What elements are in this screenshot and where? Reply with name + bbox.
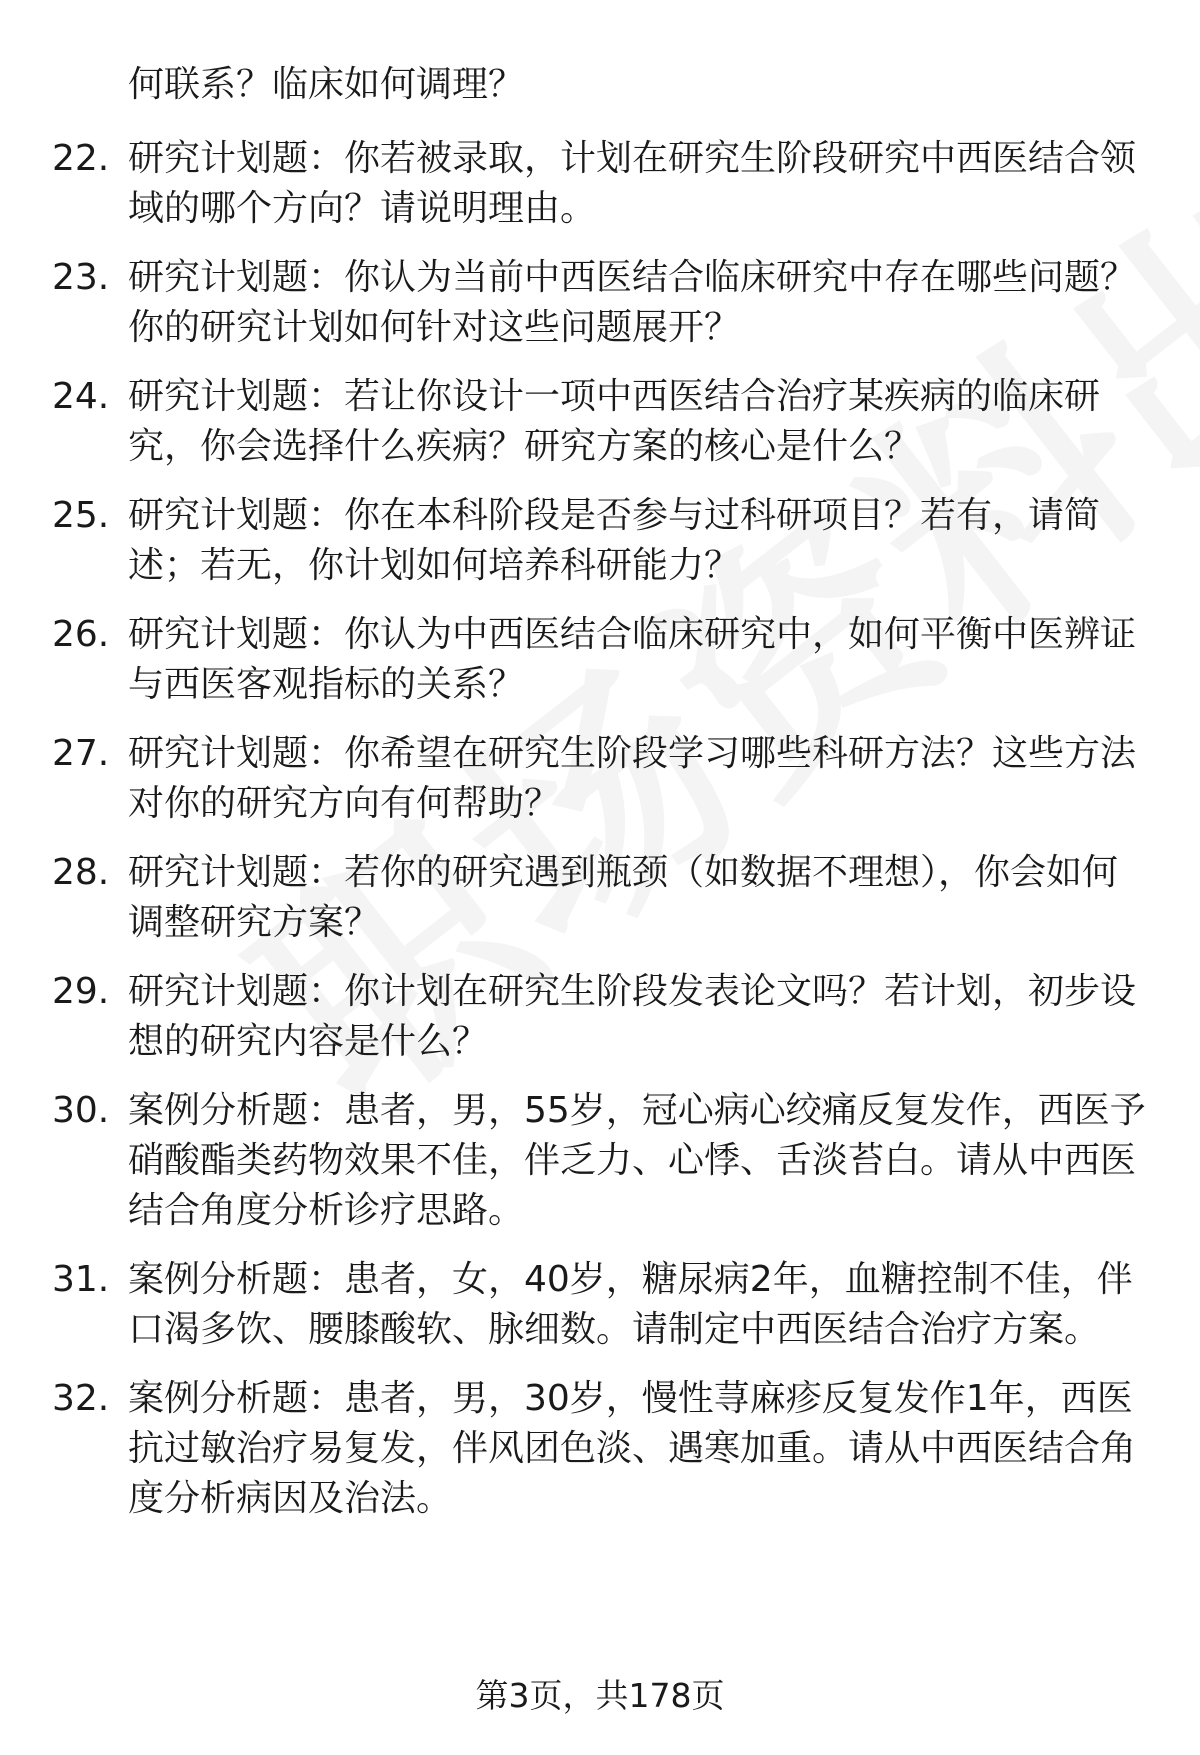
item-number: 28.	[52, 852, 110, 893]
item-number: 26.	[52, 614, 110, 655]
item-number: 29.	[52, 971, 110, 1012]
item-text: 研究计划题：若让你设计一项中西医结合治疗某疾病的临床研究，你会选择什么疾病？研究方案的核心是什么？	[128, 376, 1101, 467]
item-text: 研究计划题：你希望在研究生阶段学习哪些科研方法？这些方法对你的研究方向有何帮助？	[128, 733, 1137, 824]
item-text: 案例分析题：患者，女，40岁，糖尿病2年，血糖控制不佳，伴口渴多饮、腰膝酸软、脉细数。请制定中西医结合治疗方案。	[128, 1259, 1133, 1350]
continuation-text: 何联系？临床如何调理？	[128, 64, 525, 105]
item-text: 研究计划题：你认为中西医结合临床研究中，如何平衡中医辨证与西医客观指标的关系？	[128, 614, 1137, 705]
item-text: 研究计划题：你认为当前中西医结合临床研究中存在哪些问题？你的研究计划如何针对这些问题展开？	[128, 257, 1137, 348]
item-number: 25.	[52, 495, 110, 536]
page-footer: 第3页，共178页	[475, 1676, 725, 1715]
item-number: 24.	[52, 376, 110, 417]
item-number: 27.	[52, 733, 110, 774]
item-number: 32.	[52, 1378, 110, 1419]
item-text: 案例分析题：患者，男，30岁，慢性荨麻疹反复发作1年，西医抗过敏治疗易复发，伴风团色淡、遇寒加重。请从中西医结合角度分析病因及治法。	[128, 1378, 1137, 1519]
item-number: 30.	[52, 1090, 110, 1131]
item-text: 研究计划题：你若被录取，计划在研究生阶段研究中西医结合领域的哪个方向？请说明理由。	[128, 138, 1137, 229]
item-number: 23.	[52, 257, 110, 298]
item-text: 研究计划题：你在本科阶段是否参与过科研项目？若有，请简述；若无，你计划如何培养科研能力？	[128, 495, 1101, 586]
item-text: 研究计划题：你计划在研究生阶段发表论文吗？若计划，初步设想的研究内容是什么？	[128, 971, 1137, 1062]
item-text: 案例分析题：患者，男，55岁，冠心病心绞痛反复发作，西医予硝酸酯类药物效果不佳，伴乏力、心悸、舌淡苔白。请从中西医结合角度分析诊疗思路。	[128, 1090, 1146, 1231]
item-text: 研究计划题：若你的研究遇到瓶颈（如数据不理想），你会如何调整研究方案？	[128, 852, 1119, 943]
item-number: 22.	[52, 138, 110, 179]
item-number: 31.	[52, 1259, 110, 1300]
